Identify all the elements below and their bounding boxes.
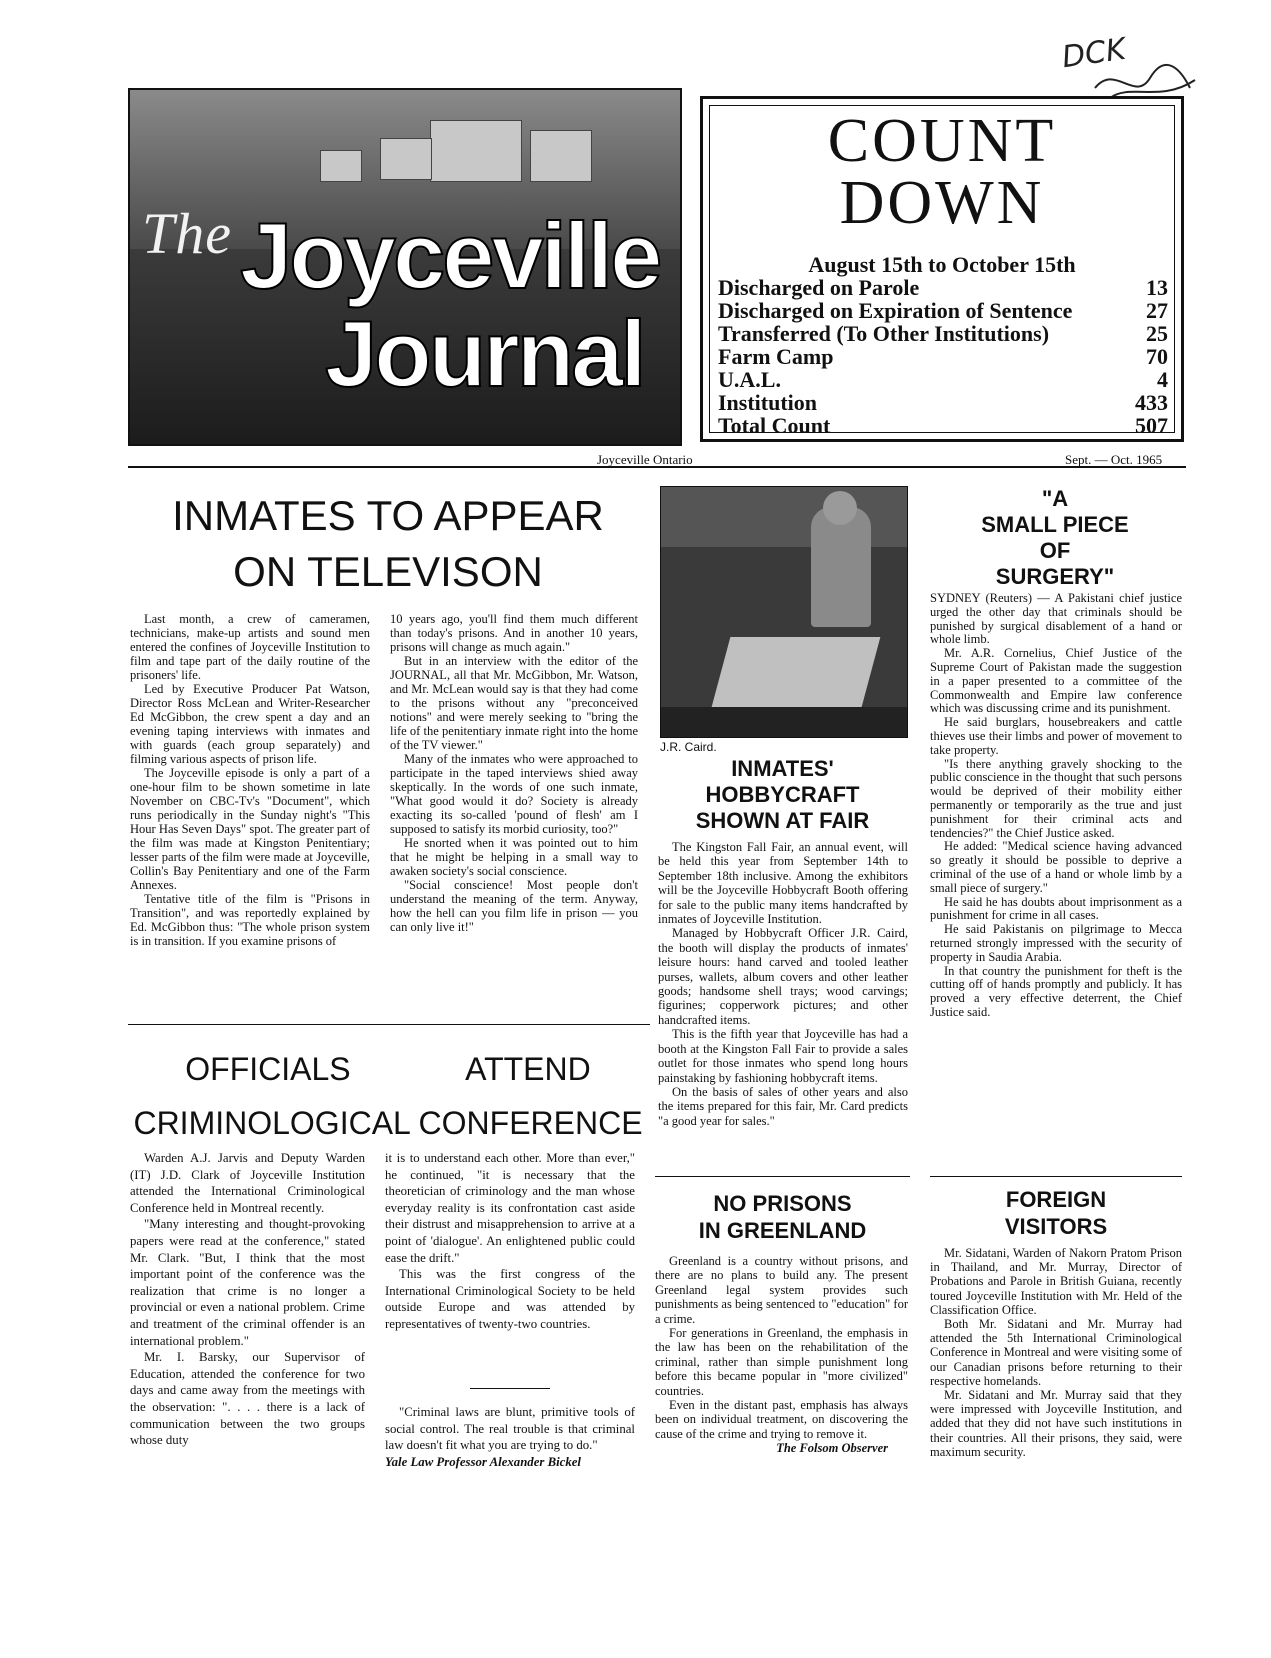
conference-column-1 xyxy=(130,1150,365,1449)
tv-paragraph: Tentative title of the film is "Prisons in Transition", and was reportedly explained by Ed. McGibbon thus: "The whole prison system is in transition. If you examine prisons of xyxy=(130,892,370,948)
conference-paragraph: it is to understand each other. More than ever," he continued, "it is necessary that the theoretician of criminology and the man whose everyday reality is its confrontation cast aside their distrust and misapprehension to arrive at a point of 'dialogue'. An enlightened public could ease the drift." xyxy=(385,1151,635,1265)
quote-divider xyxy=(470,1388,550,1389)
countdown-title-line1: COUNT xyxy=(827,107,1057,175)
section-divider xyxy=(655,1176,910,1177)
visitors-body xyxy=(930,1246,1182,1459)
hobbycraft-headline xyxy=(655,756,910,834)
surgery-body xyxy=(930,592,1182,1020)
countdown-range: August 15th to October 15th xyxy=(808,252,1076,277)
hobbycraft-headline-line2: HOBBYCRAFT xyxy=(705,782,860,807)
countdown-row xyxy=(718,276,1168,299)
section-divider xyxy=(128,1024,650,1025)
masthead xyxy=(128,88,682,446)
conference-headline-word: ATTEND xyxy=(465,1051,591,1087)
countdown-row-label: Transferred (To Other Institutions) xyxy=(718,321,1050,346)
handwritten-note: DCK xyxy=(1059,31,1128,76)
countdown-row-label: Institution xyxy=(718,390,818,415)
conference-quote: "Criminal laws are blunt, primitive tools of social control. The real trouble is that criminal law doesn't fit what you are trying to do." xyxy=(385,1405,635,1453)
countdown-row xyxy=(718,345,1168,368)
greenland-headline-line1: NO PRISONS xyxy=(713,1191,852,1216)
tv-paragraph: "Social conscience! Most people don't understand the meaning of the term. Anyway, how the hell can you film life in prison — you can only live it!" xyxy=(390,878,638,934)
countdown-row-value: 507 xyxy=(1135,413,1168,438)
tv-headline-line1: INMATES TO APPEAR xyxy=(172,492,604,539)
greenland-headline xyxy=(655,1190,910,1244)
photo-caird xyxy=(660,486,908,738)
tv-column-1 xyxy=(130,612,370,948)
hobbycraft-paragraph: On the basis of sales of other years and also the items prepared for this fair, Mr. Card predicts "a good year for sales." xyxy=(658,1084,908,1128)
conference-headline-word: OFFICIALS xyxy=(185,1051,351,1087)
photo-floor xyxy=(661,707,907,737)
greenland-paragraph: Greenland is a country without prisons, and there are no plans to build any. The present Greenland legal system provides such punishments as being sentenced to "education" for a crime. xyxy=(655,1254,908,1326)
conference-quote-block xyxy=(385,1404,635,1470)
countdown-row xyxy=(718,299,1168,322)
greenland-paragraph: Even in the distant past, emphasis has always been on individual treatment, on discovering the cause of the crime and trying to remove it. xyxy=(655,1398,908,1441)
countdown-row-value: 433 xyxy=(1135,390,1168,415)
conference-paragraph: "Many interesting and thought-provoking papers were read at the conference," stated Mr. Clark. "But, I think that the most important point of the conference was the realization that crime is no longer a provincial or even a national problem. Crime and treatment of the criminal offender is an international problem." xyxy=(130,1217,365,1348)
greenland-headline-line2: IN GREENLAND xyxy=(698,1218,867,1243)
surgery-paragraph: SYDNEY (Reuters) — A Pakistani chief justice urged the other day that criminals should be punished by surgical disablement of a hand or whole limb. xyxy=(930,591,1182,647)
countdown-row-total xyxy=(718,414,1168,437)
tv-paragraph: Many of the inmates who were approached to participate in the taped interviews shied away skeptically. In the words of one such inmate, "What good would it do? Society is already exacting its so-called 'pound of flesh' am I supposed to satisfy its morbid curiosity, too?" xyxy=(390,752,638,836)
conference-paragraph: Mr. I. Barsky, our Supervisor of Education, attended the conference for two days and came away from the meetings with the observation: ". . . . there is a lack of communication between the two groups whose duty xyxy=(130,1350,365,1448)
greenland-paragraph: For generations in Greenland, the emphasis in the law has been on the rehabilitation of the criminal, rather than simple punishment long before this became popular in "more civilized" countries. xyxy=(655,1326,908,1398)
surgery-paragraph: He said he has doubts about imprisonment as a punishment for crime in all cases. xyxy=(930,894,1182,923)
countdown-title-line2: DOWN xyxy=(839,169,1045,237)
tv-paragraph: He snorted when it was pointed out to him that he might be helping in a small way to awaken society's social conscience. xyxy=(390,836,638,878)
tv-paragraph: Last month, a crew of cameramen, technicians, make-up artists and sound men entered the confines of Joyceville Institution to film and tape part of the daily routine of the prisoners' life. xyxy=(130,612,370,682)
tv-headline-line2: ON TELEVISON xyxy=(233,548,543,595)
countdown-title xyxy=(710,107,1174,237)
masthead-the: The xyxy=(142,201,232,266)
greenland-body xyxy=(655,1254,908,1456)
masthead-title-line1: Joyceville xyxy=(240,203,660,308)
tv-headline xyxy=(128,488,648,600)
conference-column-2 xyxy=(385,1150,635,1333)
hobbycraft-headline-line1: INMATES' xyxy=(731,756,834,781)
photo-person xyxy=(811,507,871,627)
conference-quote-source: Yale Law Professor Alexander Bickel xyxy=(385,1454,581,1469)
masthead-building xyxy=(320,150,362,182)
surgery-headline-line1: "A xyxy=(1041,486,1069,511)
masthead-rule xyxy=(128,466,1186,468)
hobbycraft-paragraph: The Kingston Fall Fair, an annual event, will be held this year from September 14th to September 18th inclusive. Among the exhibitors will be the Joyceville Hobbycraft Booth offering for sale to the public many items handcrafted by inmates of Joyceville Institution. xyxy=(658,840,908,927)
tv-column-2 xyxy=(390,612,638,934)
countdown-row-label: U.A.L. xyxy=(718,367,781,392)
hobbycraft-headline-line3: SHOWN AT FAIR xyxy=(695,808,870,833)
countdown-row xyxy=(718,368,1168,391)
countdown-box xyxy=(700,96,1184,442)
masthead-building xyxy=(380,138,432,180)
section-divider xyxy=(930,1176,1182,1177)
countdown-row-label: Discharged on Parole xyxy=(718,275,920,300)
surgery-paragraph: He said Pakistanis on pilgrimage to Mecca returned strongly impressed with the security of property in Saudia Arabia. xyxy=(930,922,1182,964)
hobbycraft-body xyxy=(658,840,908,1128)
countdown-row-value: 27 xyxy=(1146,298,1168,323)
masthead-building xyxy=(430,120,522,182)
countdown-row-value: 4 xyxy=(1157,367,1168,392)
hobbycraft-paragraph: This is the fifth year that Joyceville has had a booth at the Kingston Fall Fair to provide a sales outlet for those inmates who spend long hours painstaking by fashioning hobbycraft items. xyxy=(658,1027,908,1085)
conference-paragraph: This was the first congress of the International Criminological Society to be held outside Europe and was attended by representatives of twenty-two countries. xyxy=(385,1267,635,1331)
countdown-inner-border xyxy=(709,105,1175,438)
masthead-title-line2: Journal xyxy=(325,301,644,406)
visitors-paragraph: Mr. Sidatani and Mr. Murray said that they were impressed with Joyceville Institution, and added that they did not have such institutions in their countries. All their prisons, they said, were maximum security. xyxy=(930,1388,1182,1459)
dateline-date: Sept. — Oct. 1965 xyxy=(1065,452,1163,467)
surgery-paragraph: Mr. A.R. Cornelius, Chief Justice of the Supreme Court of Pakistan made the suggestion in a paper presented to a committee of the Commonwealth and Empire law conference which was discussing crime and its punishment. xyxy=(930,646,1182,716)
countdown-row-value: 25 xyxy=(1146,321,1168,346)
surgery-headline-line4: SURGERY" xyxy=(995,564,1115,589)
visitors-headline-line1: FOREIGN xyxy=(1005,1187,1107,1212)
conference-headline xyxy=(128,1042,648,1150)
conference-headline-line1 xyxy=(128,1042,648,1096)
photo-caption: J.R. Caird. xyxy=(660,740,717,754)
surgery-paragraph: In that country the punishment for theft is the cutting off of hands promptly and publicly. It has proved a very effective deterrent, the Chief Justice said. xyxy=(930,963,1182,1019)
photo-person-head xyxy=(823,491,857,525)
visitors-headline-line2: VISITORS xyxy=(1004,1214,1108,1239)
countdown-row-label: Total Count xyxy=(718,413,831,438)
tv-paragraph: 10 years ago, you'll find them much different than today's prisons. And in another 10 years, prisons will change as much again." xyxy=(390,612,638,654)
surgery-paragraph: He said burglars, housebreakers and cattle thieves use their limbs and power of movement to take property. xyxy=(930,715,1182,757)
visitors-paragraph: Mr. Sidatani, Warden of Nakorn Pratom Prison in Thailand, and Mr. Murray, Director of Probations and Parole in British Guiana, recently toured Joyceville Institution with Mr. Held of the Classification Office. xyxy=(930,1246,1182,1317)
surgery-headline-line3: OF xyxy=(1039,538,1071,563)
photo-craft-items xyxy=(712,637,881,707)
tv-paragraph: The Joyceville episode is only a part of a one-hour film to be shown sometime in late November on CBC-Tv's "Document", which runs periodically in the Sunday night's "This Hour Has Seven Days" spot. The greater part of the film was made at Kingston Penitentiary; lesser parts of the film were made at Joyceville, Collin's Bay Penitentiary and one of the Farm Annexes. xyxy=(130,766,370,892)
surgery-headline-line2: SMALL PIECE xyxy=(981,512,1129,537)
surgery-paragraph: "Is there anything gravely shocking to the public conscience in the thought that such persons would be deprived of their mobility either permanently or temporarily as the true and just punishment for their criminal acts and tendencies?" the Chief Justice asked. xyxy=(930,756,1182,840)
surgery-paragraph: He added: "Medical science having advanced so greatly it should be possible to deprive a criminal of the use of a hand or whole limb by a small piece of surgery." xyxy=(930,839,1182,895)
masthead-building xyxy=(530,130,592,182)
tv-paragraph: But in an interview with the editor of the JOURNAL, all that Mr. McGibbon, Mr. Watson, and Mr. McLean would say is that they had come to the prisons without any "preconceived notions" and were merely seeking to "bring the life of the penitentiary inmate right into the home of the TV viewer." xyxy=(390,654,638,752)
countdown-row-label: Discharged on Expiration of Sentence xyxy=(718,298,1073,323)
countdown-row-value: 13 xyxy=(1146,275,1168,300)
surgery-headline xyxy=(930,486,1180,590)
visitors-headline xyxy=(930,1186,1182,1240)
greenland-source: The Folsom Observer xyxy=(776,1441,888,1456)
tv-paragraph: Led by Executive Producer Pat Watson, Director Ross McLean and Writer-Researcher Ed McGibbon, the crew spent a day and an evening taping interviews with inmates and with guards (each group separately) and filming various aspects of prison life. xyxy=(130,682,370,766)
visitors-paragraph: Both Mr. Sidatani and Mr. Murray had attended the 5th International Criminological Conference in Montreal and were visiting some of our Canadian prisons before returning to their respective homelands. xyxy=(930,1317,1182,1388)
conference-headline-line2: CRIMINOLOGICAL CONFERENCE xyxy=(133,1105,643,1141)
conference-paragraph: Warden A.J. Jarvis and Deputy Warden (IT) J.D. Clark of Joyceville Institution attended the International Criminological Conference held in Montreal recently. xyxy=(130,1151,365,1215)
countdown-row xyxy=(718,322,1168,345)
dateline-place: Joyceville Ontario xyxy=(597,452,693,467)
countdown-row-value: 70 xyxy=(1146,344,1168,369)
countdown-row xyxy=(718,391,1168,414)
countdown-row-label: Farm Camp xyxy=(718,344,834,369)
hobbycraft-paragraph: Managed by Hobbycraft Officer J.R. Caird, the booth will display the products of inmates' leisure hours: hand carved and tooled leather purses, wallets, album covers and other leather goods; handsome shell trays; wood carvings; figurines; copperwork pictures; and other handcrafted items. xyxy=(658,926,908,1027)
